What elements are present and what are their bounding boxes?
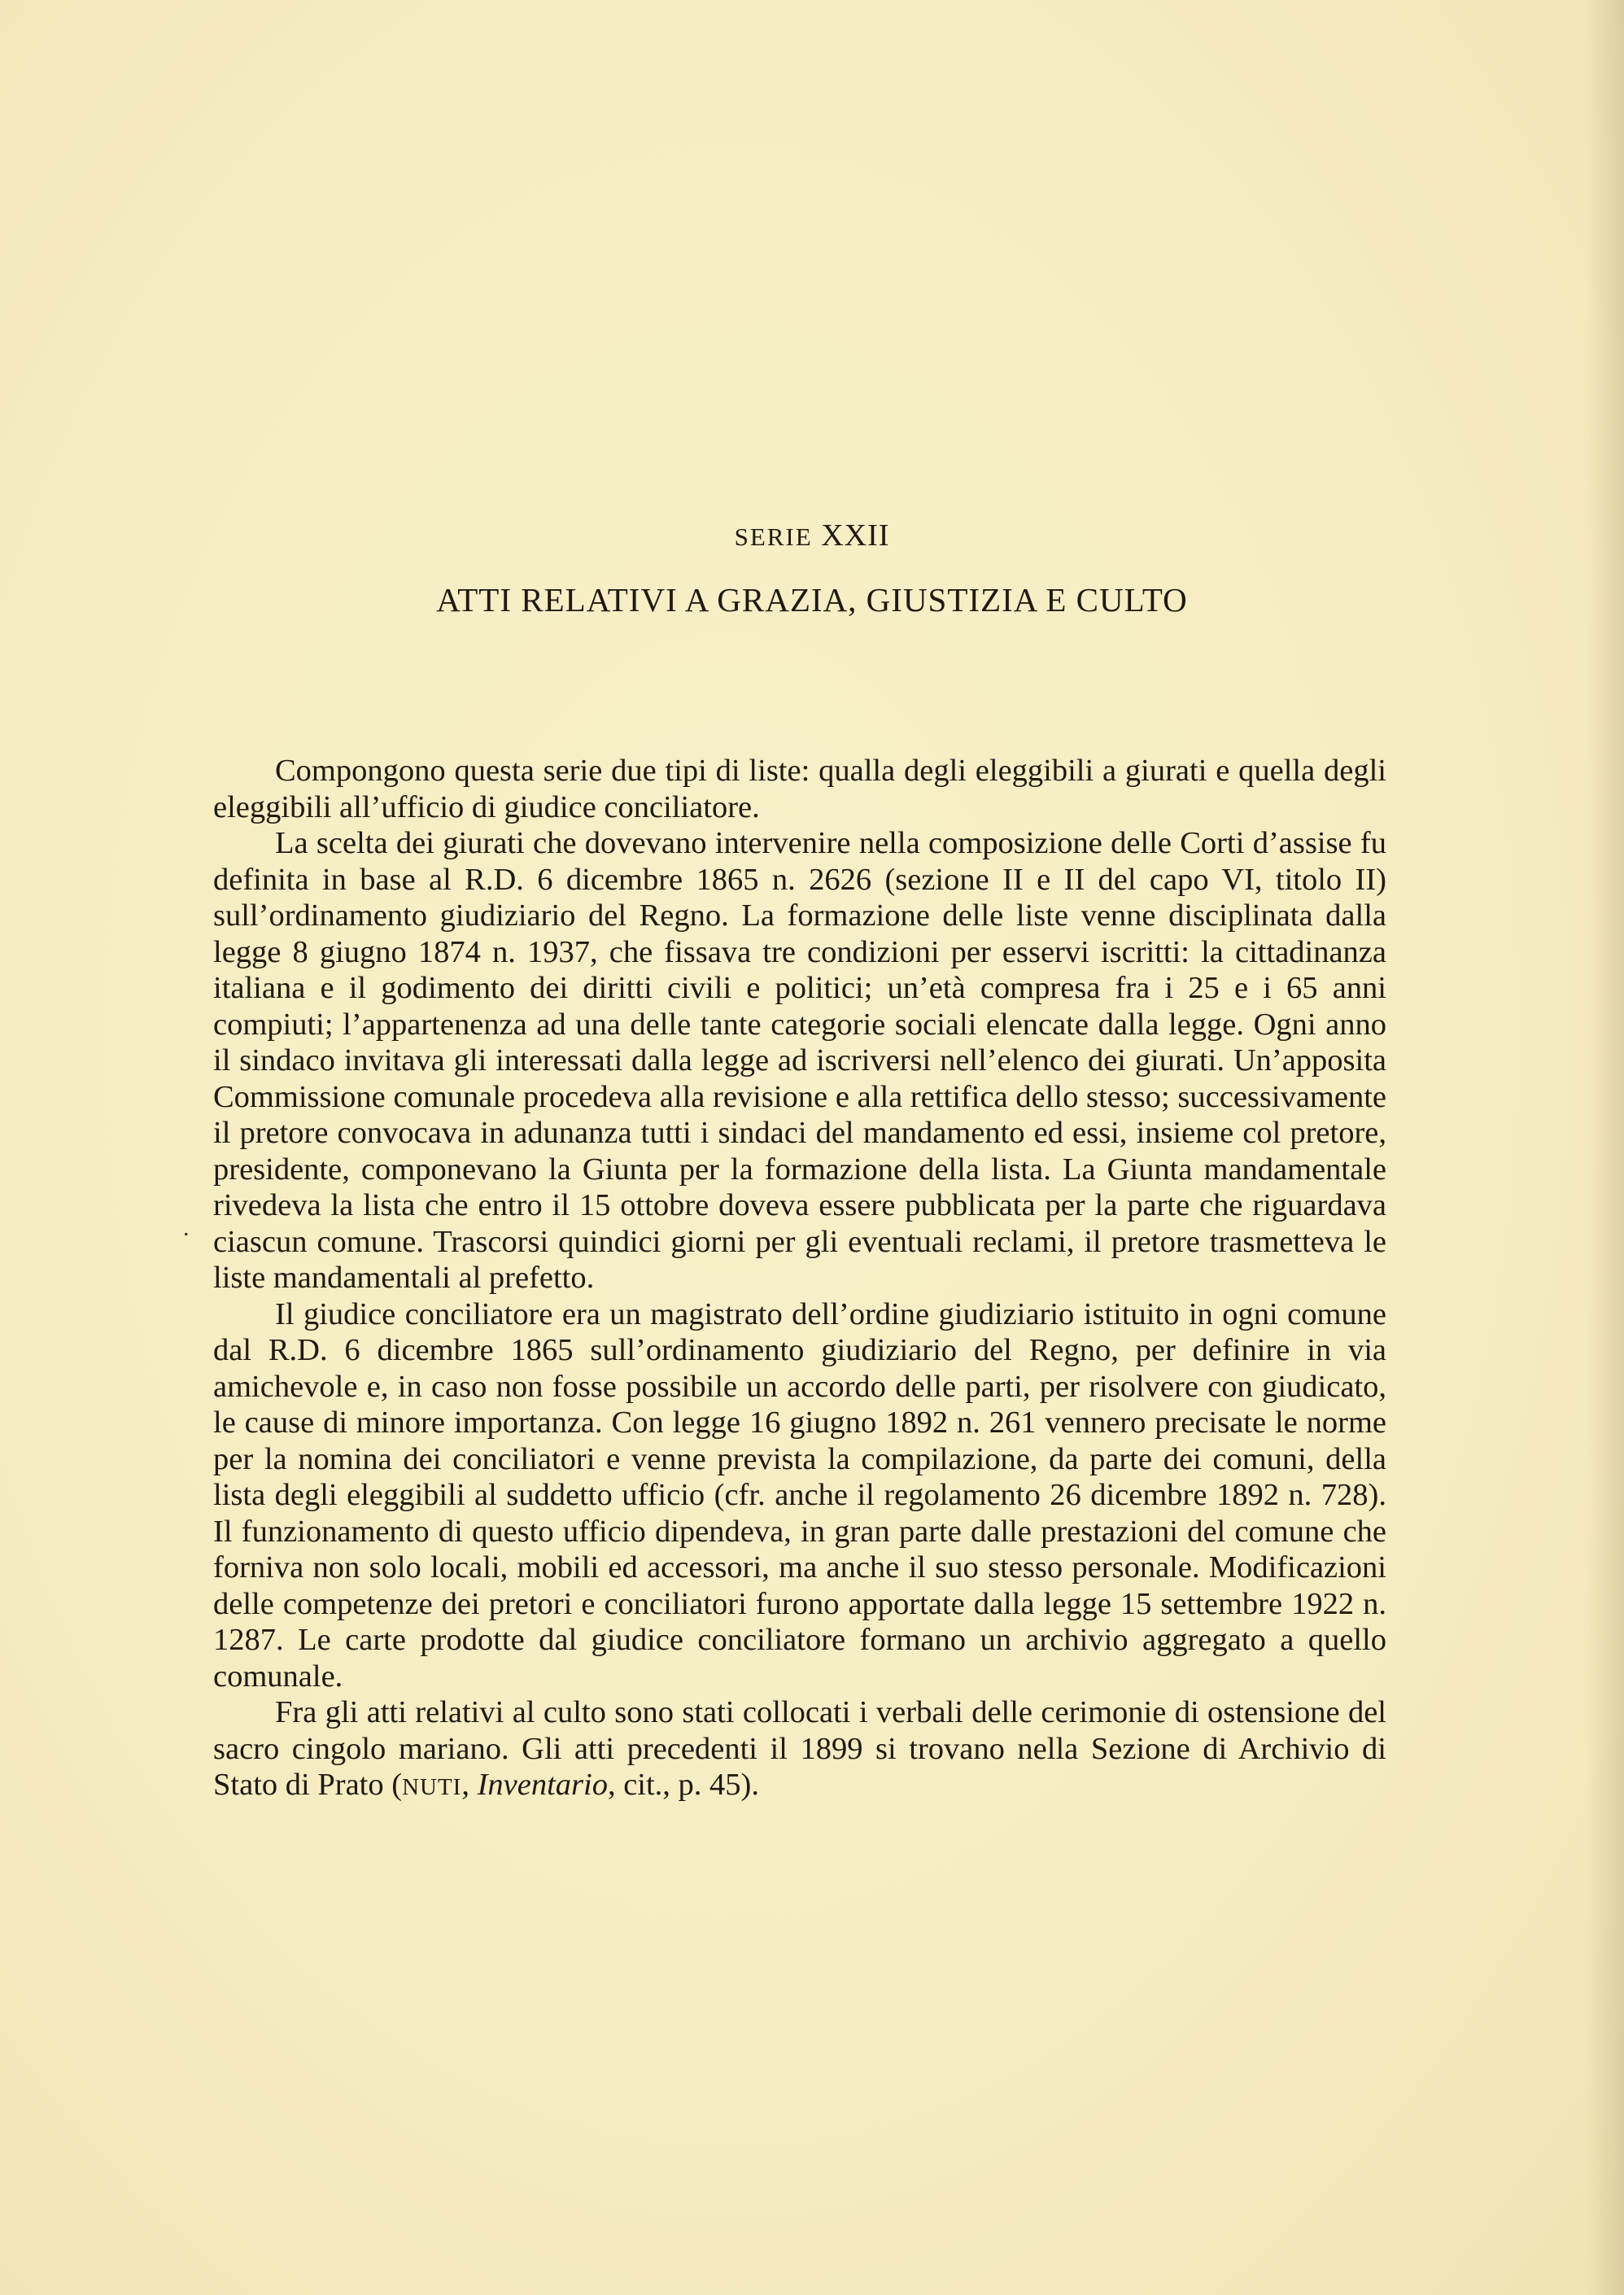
citation-tail: , cit., p. 45). [607,1768,760,1802]
paragraph-giurati: La scelta dei giurati che dovevano intervenire nella composizione delle Corti d’assise fu definita in base al R.D. 6 dicembre 1865 n. 2626 (sezione II e II del capo VI, titolo II) sull’ordinamento giudiziario del Regno. La formazione delle liste venne disciplinata dalla legge 8 giugno 1874 n. 1937, che fissava tre condizioni per esservi iscritti: la cittadinanza italiana e il godimento dei diritti civili e politici; un’età compresa fra i 25 e i 65 anni compiuti; l’appartenenza ad una delle tante categorie sociali elencate dalla legge. Ogni anno il sindaco invitava gli interessati dalla legge ad iscriversi nell’elenco dei giurati. Un’apposita Commissione comunale procedeva alla revisione e alla rettifica dello stesso; successivamente il pretore convocava in adunanza tutti i sindaci del mandamento ed essi, insieme col pretore, presidente, componevano la Giunta per la formazione della lista. La Giunta mandamentale rivedeva la lista che entro il 15 ottobre doveva essere pubblicata per la parte che riguardava ciascun comune. Trascorsi quindici giorni per gli eventuali reclami, il pretore trasmetteva le liste mandamentali al prefetto. [213,826,1386,1295]
citation-work: Inventario [477,1768,608,1802]
margin-dot: . [183,1214,190,1241]
page-edge-shadow [1587,0,1624,2295]
paragraph-culto-text: Fra gli atti relativi al culto sono stati collocati i verbali delle cerimonie di ostensione del sacro cingolo mariano. Gli atti precedenti il 1899 si trovano nella Sezione di Archivio di Stato di Prato ( [213,1695,1386,1802]
series-prefix: SERIE [734,522,813,551]
series-heading [0,518,1624,553]
body-text [213,753,1386,1806]
paragraph-intro: Compongono questa serie due tipi di liste: qualla degli eleggibili a giurati e quella degli eleggibili all’ufficio di giudice conciliatore. [213,754,1386,824]
paragraph-culto [213,1694,1386,1806]
series-number: XXII [821,518,890,553]
paragraph-conciliatore: Il giudice conciliatore era un magistrato dell’ordine giudiziario istituito in ogni comune dal R.D. 6 dicembre 1865 sull’ordinamento giudiziario del Regno, per definire in via amichevole e, in caso non fosse possibile un accordo delle parti, per risolvere con giudicato, le cause di minore importanza. Con legge 16 giugno 1892 n. 261 vennero precisate le norme per la nomina dei conciliatori e venne prevista la compilazione, da parte dei comuni, della lista degli eleggibili al suddetto ufficio (cfr. anche il regolamento 26 dicembre 1892 n. 728). Il funzionamento di questo ufficio dipendeva, in gran parte dalle prestazioni del comune che forniva non solo locali, mobili ed accessori, ma anche il suo stesso personale. Modificazioni delle competenze dei pretori e conciliatori furono apportate dalla legge 15 settembre 1922 n. 1287. Le carte prodotte dal giudice conciliatore formano un archivio aggregato a quello comunale. [213,1296,1386,1694]
citation-author: NUTI [402,1774,462,1800]
citation-separator: , [461,1768,478,1802]
series-title: ATTI RELATIVI A GRAZIA, GIUSTIZIA E CULTO [436,581,1188,619]
